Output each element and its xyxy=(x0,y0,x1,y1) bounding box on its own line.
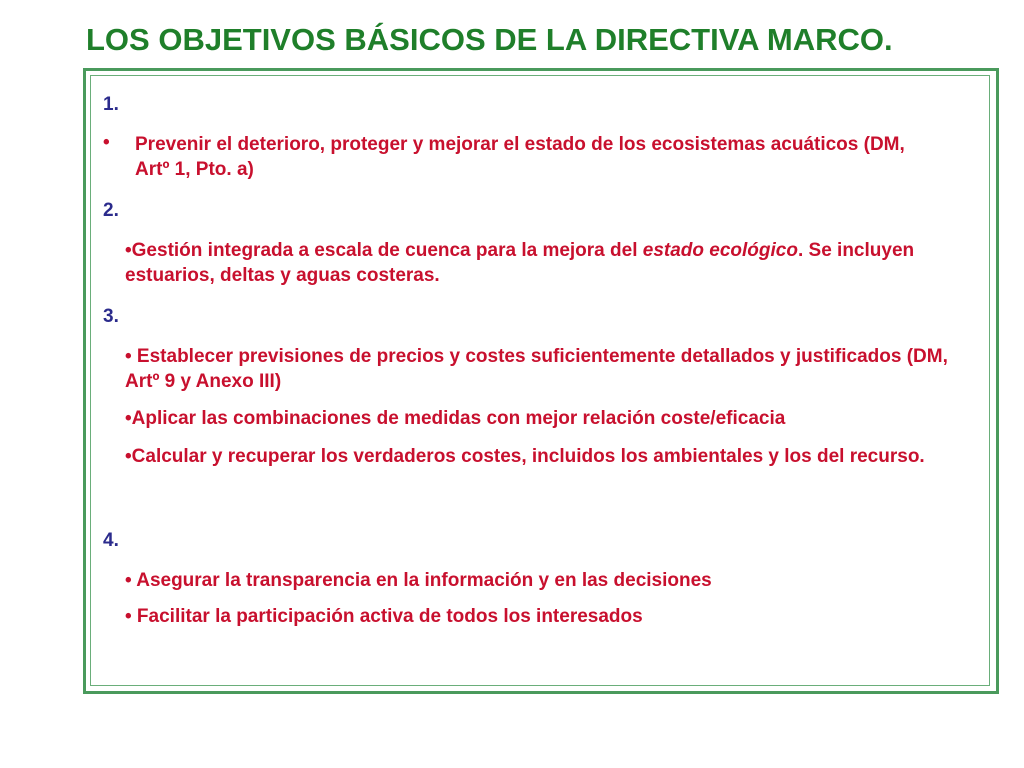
objective-item-4-1: • Asegurar la transparencia en la información y en las decisiones xyxy=(125,570,712,591)
item-text-post: . Se incluyen estuarios, deltas y aguas costeras. xyxy=(125,240,915,286)
slide-title: LOS OBJETIVOS BÁSICOS DE LA DIRECTIVA MARCO. xyxy=(86,22,893,57)
objective-item-3-3: •Calcular y recuperar los verdaderos costes, incluidos los ambientales y los del recurso. xyxy=(125,446,925,467)
section-number-4: 4. xyxy=(103,530,119,551)
objective-item-4-2: • Facilitar la participación activa de todos los interesados xyxy=(125,606,643,627)
objective-item-3-1: • Establecer previsiones de precios y costes suficientemente detallados y justificados (DM, Artº 9 y Anexo III) xyxy=(125,346,948,392)
bullet-icon: • xyxy=(103,132,110,153)
section-number-3: 3. xyxy=(103,306,119,327)
objective-item-3-2: •Aplicar las combinaciones de medidas con mejor relación coste/eficacia xyxy=(125,408,786,429)
item-text-pre: •Gestión integrada a escala de cuenca para la mejora del xyxy=(125,240,643,261)
objective-item-2-1 xyxy=(125,238,990,288)
emphasis-estado-ecologico: estado ecológico xyxy=(642,240,798,261)
section-number-2: 2. xyxy=(103,200,119,221)
objective-item-1-1: Prevenir el deterioro, proteger y mejorar el estado de los ecosistemas acuáticos (DM, Artº 1, Pto. a) xyxy=(135,134,905,180)
section-number-1: 1. xyxy=(103,94,119,115)
